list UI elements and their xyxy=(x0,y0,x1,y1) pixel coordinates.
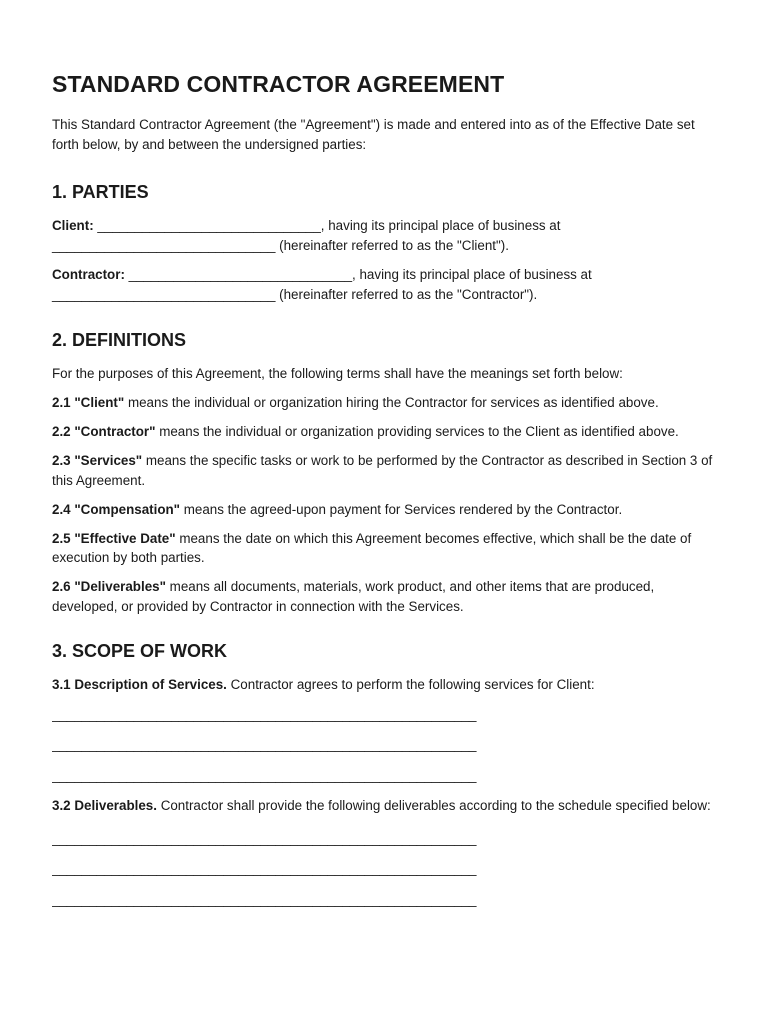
definition-term: 2.3 "Services" xyxy=(52,453,143,468)
definition-term: 2.6 "Deliverables" xyxy=(52,579,166,594)
definition-item xyxy=(52,393,718,413)
section-heading-definitions: 2. DEFINITIONS xyxy=(52,330,187,350)
contractor-label: Contractor: xyxy=(52,267,125,282)
deliverables-blank-line[interactable]: _________________________________________________________ xyxy=(52,891,477,907)
definition-text: means the individual or organization hiring the Contractor for services as identified above. xyxy=(124,395,659,410)
document-title: STANDARD CONTRACTOR AGREEMENT xyxy=(52,71,505,97)
deliverables-blank-line[interactable]: _________________________________________________________ xyxy=(52,830,477,846)
client-text: ______________________________, having its principal place of business at ______________________________ (hereinafter referred to as the "Client"). xyxy=(52,218,561,253)
definition-item xyxy=(52,422,718,442)
services-blank-line[interactable]: _________________________________________________________ xyxy=(52,706,477,722)
definition-term: 2.2 "Contractor" xyxy=(52,424,156,439)
definition-item xyxy=(52,577,718,616)
definition-item xyxy=(52,451,718,490)
definition-text: means the agreed-upon payment for Services rendered by the Contractor. xyxy=(180,501,623,517)
definition-item xyxy=(52,500,718,520)
client-paragraph xyxy=(52,216,718,255)
services-label: 3.1 Description of Services. xyxy=(52,677,227,692)
definition-term: 2.5 "Effective Date" xyxy=(52,530,176,546)
services-blank-line[interactable]: _________________________________________________________ xyxy=(52,737,477,752)
definition-item xyxy=(52,529,718,568)
definition-text: means the individual or organization providing services to the Client as identified above. xyxy=(155,424,679,439)
deliverables-text: Contractor shall provide the following deliverables according to the schedule specified below: xyxy=(156,798,711,813)
definition-text: means all documents, materials, work product, and other items that are produced, developed, or provided by Contractor in connection with the Services. xyxy=(52,579,655,614)
section-heading-parties: 1. PARTIES xyxy=(52,182,149,202)
services-blank-line[interactable]: _________________________________________________________ xyxy=(52,767,477,783)
intro-paragraph: This Standard Contractor Agreement (the "Agreement") is made and entered into as of the Effective Date set forth below, by and between the undersigned parties: xyxy=(52,117,695,152)
definition-term: 2.1 "Client" xyxy=(52,395,125,410)
services-description-paragraph xyxy=(52,675,718,695)
deliverables-label: 3.2 Deliverables. xyxy=(52,798,157,813)
definition-term: 2.4 "Compensation" xyxy=(52,501,181,517)
services-text: Contractor agrees to perform the following services for Client: xyxy=(226,677,595,692)
section-heading-scope: 3. SCOPE OF WORK xyxy=(52,641,228,661)
contractor-paragraph xyxy=(52,265,718,304)
contractor-text: ______________________________, having its principal place of business at ______________________________ (hereinafter referred to as the "Contractor"). xyxy=(52,267,592,302)
definition-text: means the specific tasks or work to be performed by the Contractor as described in Section 3 of this Agreement. xyxy=(52,453,713,488)
deliverables-paragraph xyxy=(52,796,718,816)
definition-text: means the date on which this Agreement becomes effective, which shall be the date of execution by both parties. xyxy=(52,530,692,565)
deliverables-blank-line[interactable]: _________________________________________________________ xyxy=(52,861,477,876)
client-label: Client: xyxy=(52,218,94,233)
definitions-intro: For the purposes of this Agreement, the following terms shall have the meanings set forth below: xyxy=(52,366,623,381)
